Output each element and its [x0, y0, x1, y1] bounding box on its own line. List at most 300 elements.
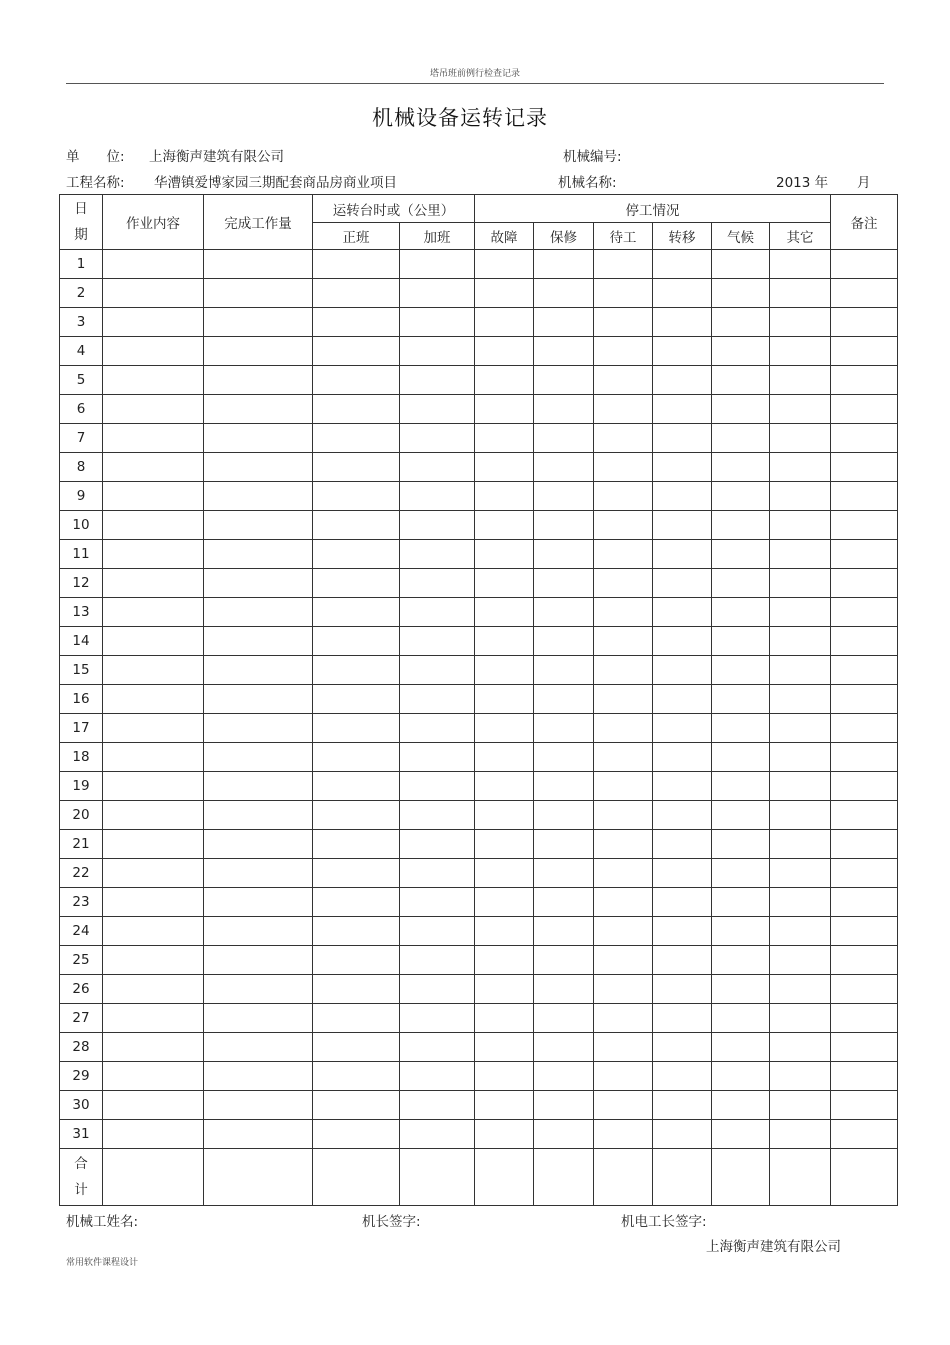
table-cell[interactable] [712, 714, 770, 743]
table-cell[interactable] [653, 1091, 712, 1120]
table-cell[interactable] [400, 859, 475, 888]
table-cell[interactable] [400, 366, 475, 395]
table-cell[interactable] [831, 308, 898, 337]
table-cell[interactable] [204, 627, 313, 656]
table-cell[interactable] [712, 250, 770, 279]
table-cell[interactable] [475, 366, 534, 395]
table-cell[interactable] [712, 424, 770, 453]
table-cell[interactable] [103, 598, 204, 627]
table-cell[interactable] [313, 598, 400, 627]
table-cell[interactable] [712, 656, 770, 685]
table-cell[interactable] [204, 569, 313, 598]
table-cell[interactable] [594, 511, 653, 540]
table-cell[interactable] [594, 656, 653, 685]
table-cell[interactable] [400, 888, 475, 917]
table-cell[interactable] [475, 1004, 534, 1033]
table-cell[interactable] [313, 337, 400, 366]
table-cell[interactable] [400, 801, 475, 830]
table-cell[interactable] [712, 830, 770, 859]
table-cell[interactable] [534, 1062, 594, 1091]
table-cell[interactable] [400, 308, 475, 337]
table-cell[interactable] [475, 946, 534, 975]
table-cell[interactable] [653, 627, 712, 656]
table-cell[interactable] [770, 395, 831, 424]
table-cell[interactable] [831, 482, 898, 511]
table-cell[interactable] [712, 337, 770, 366]
table-cell[interactable] [313, 1120, 400, 1149]
table-cell[interactable] [594, 1062, 653, 1091]
table-cell[interactable] [653, 453, 712, 482]
table-cell[interactable] [313, 627, 400, 656]
table-cell[interactable] [770, 859, 831, 888]
table-cell[interactable] [594, 627, 653, 656]
table-cell[interactable] [534, 1091, 594, 1120]
table-cell[interactable] [594, 569, 653, 598]
table-cell[interactable] [653, 772, 712, 801]
table-cell[interactable] [313, 482, 400, 511]
table-cell[interactable] [204, 366, 313, 395]
table-cell[interactable] [831, 1120, 898, 1149]
table-cell[interactable] [770, 1033, 831, 1062]
table-cell[interactable] [653, 1033, 712, 1062]
table-cell[interactable] [313, 772, 400, 801]
table-cell[interactable] [712, 482, 770, 511]
table-cell[interactable] [594, 1091, 653, 1120]
table-cell[interactable] [400, 743, 475, 772]
table-cell[interactable] [712, 888, 770, 917]
table-cell[interactable] [653, 540, 712, 569]
table-cell[interactable] [204, 308, 313, 337]
table-cell[interactable] [313, 366, 400, 395]
table-cell[interactable] [653, 743, 712, 772]
table-cell[interactable] [770, 540, 831, 569]
table-cell[interactable] [831, 1062, 898, 1091]
total-cell[interactable] [712, 1149, 770, 1206]
table-cell[interactable] [770, 743, 831, 772]
table-cell[interactable] [313, 743, 400, 772]
table-cell[interactable] [831, 917, 898, 946]
table-cell[interactable] [400, 627, 475, 656]
table-cell[interactable] [653, 337, 712, 366]
table-cell[interactable] [594, 453, 653, 482]
table-cell[interactable] [204, 772, 313, 801]
table-cell[interactable] [831, 1004, 898, 1033]
table-cell[interactable] [594, 859, 653, 888]
table-cell[interactable] [475, 1033, 534, 1062]
table-cell[interactable] [594, 279, 653, 308]
table-cell[interactable] [770, 482, 831, 511]
table-cell[interactable] [770, 598, 831, 627]
table-cell[interactable] [400, 946, 475, 975]
table-cell[interactable] [204, 482, 313, 511]
table-cell[interactable] [534, 1033, 594, 1062]
table-cell[interactable] [475, 830, 534, 859]
table-cell[interactable] [400, 279, 475, 308]
table-cell[interactable] [204, 424, 313, 453]
table-cell[interactable] [103, 627, 204, 656]
table-cell[interactable] [653, 395, 712, 424]
table-cell[interactable] [770, 511, 831, 540]
table-cell[interactable] [204, 598, 313, 627]
table-cell[interactable] [103, 917, 204, 946]
table-cell[interactable] [400, 1033, 475, 1062]
table-cell[interactable] [475, 714, 534, 743]
table-cell[interactable] [103, 395, 204, 424]
table-cell[interactable] [313, 540, 400, 569]
table-cell[interactable] [534, 337, 594, 366]
table-cell[interactable] [475, 859, 534, 888]
table-cell[interactable] [653, 308, 712, 337]
table-cell[interactable] [475, 598, 534, 627]
table-cell[interactable] [712, 946, 770, 975]
table-cell[interactable] [534, 250, 594, 279]
table-cell[interactable] [204, 1091, 313, 1120]
table-cell[interactable] [204, 743, 313, 772]
table-cell[interactable] [712, 366, 770, 395]
table-cell[interactable] [712, 395, 770, 424]
table-cell[interactable] [653, 279, 712, 308]
table-cell[interactable] [770, 830, 831, 859]
table-cell[interactable] [594, 424, 653, 453]
table-cell[interactable] [103, 308, 204, 337]
table-cell[interactable] [400, 1120, 475, 1149]
table-cell[interactable] [770, 801, 831, 830]
table-cell[interactable] [653, 569, 712, 598]
table-cell[interactable] [712, 279, 770, 308]
table-cell[interactable] [400, 917, 475, 946]
table-cell[interactable] [475, 685, 534, 714]
table-cell[interactable] [831, 279, 898, 308]
table-cell[interactable] [103, 772, 204, 801]
table-cell[interactable] [594, 801, 653, 830]
table-cell[interactable] [204, 337, 313, 366]
total-cell[interactable] [653, 1149, 712, 1206]
table-cell[interactable] [831, 743, 898, 772]
table-cell[interactable] [653, 888, 712, 917]
table-cell[interactable] [103, 830, 204, 859]
table-cell[interactable] [594, 830, 653, 859]
table-cell[interactable] [313, 1091, 400, 1120]
table-cell[interactable] [204, 1062, 313, 1091]
total-cell[interactable] [770, 1149, 831, 1206]
table-cell[interactable] [475, 1062, 534, 1091]
table-cell[interactable] [831, 888, 898, 917]
table-cell[interactable] [103, 1033, 204, 1062]
table-cell[interactable] [204, 1120, 313, 1149]
table-cell[interactable] [103, 1062, 204, 1091]
table-cell[interactable] [831, 946, 898, 975]
table-cell[interactable] [313, 975, 400, 1004]
table-cell[interactable] [313, 859, 400, 888]
table-cell[interactable] [103, 859, 204, 888]
table-cell[interactable] [475, 888, 534, 917]
table-cell[interactable] [400, 772, 475, 801]
table-cell[interactable] [594, 714, 653, 743]
table-cell[interactable] [204, 975, 313, 1004]
total-cell[interactable] [831, 1149, 898, 1206]
table-cell[interactable] [594, 1033, 653, 1062]
table-cell[interactable] [103, 743, 204, 772]
table-cell[interactable] [103, 888, 204, 917]
table-cell[interactable] [831, 395, 898, 424]
table-cell[interactable] [770, 627, 831, 656]
table-cell[interactable] [204, 888, 313, 917]
table-cell[interactable] [400, 598, 475, 627]
table-cell[interactable] [475, 279, 534, 308]
table-cell[interactable] [534, 859, 594, 888]
table-cell[interactable] [313, 656, 400, 685]
table-cell[interactable] [204, 685, 313, 714]
table-cell[interactable] [712, 975, 770, 1004]
table-cell[interactable] [103, 1004, 204, 1033]
table-cell[interactable] [534, 279, 594, 308]
table-cell[interactable] [831, 453, 898, 482]
table-cell[interactable] [770, 917, 831, 946]
table-cell[interactable] [534, 395, 594, 424]
table-cell[interactable] [534, 656, 594, 685]
table-cell[interactable] [313, 1004, 400, 1033]
table-cell[interactable] [103, 1120, 204, 1149]
table-cell[interactable] [653, 424, 712, 453]
table-cell[interactable] [313, 685, 400, 714]
table-cell[interactable] [534, 1004, 594, 1033]
table-cell[interactable] [712, 743, 770, 772]
total-cell[interactable] [204, 1149, 313, 1206]
table-cell[interactable] [313, 395, 400, 424]
table-cell[interactable] [475, 569, 534, 598]
table-cell[interactable] [313, 1033, 400, 1062]
table-cell[interactable] [770, 1091, 831, 1120]
table-cell[interactable] [103, 540, 204, 569]
table-cell[interactable] [712, 627, 770, 656]
table-cell[interactable] [594, 685, 653, 714]
total-cell[interactable] [534, 1149, 594, 1206]
table-cell[interactable] [204, 395, 313, 424]
table-cell[interactable] [475, 656, 534, 685]
table-cell[interactable] [534, 917, 594, 946]
table-cell[interactable] [313, 830, 400, 859]
table-cell[interactable] [653, 975, 712, 1004]
table-cell[interactable] [594, 1004, 653, 1033]
table-cell[interactable] [475, 1120, 534, 1149]
table-cell[interactable] [770, 888, 831, 917]
table-cell[interactable] [400, 656, 475, 685]
table-cell[interactable] [204, 946, 313, 975]
table-cell[interactable] [712, 1120, 770, 1149]
table-cell[interactable] [653, 598, 712, 627]
table-cell[interactable] [712, 569, 770, 598]
table-cell[interactable] [103, 975, 204, 1004]
table-cell[interactable] [475, 424, 534, 453]
table-cell[interactable] [103, 946, 204, 975]
table-cell[interactable] [594, 250, 653, 279]
table-cell[interactable] [103, 366, 204, 395]
table-cell[interactable] [313, 569, 400, 598]
table-cell[interactable] [534, 888, 594, 917]
table-cell[interactable] [534, 424, 594, 453]
table-cell[interactable] [653, 714, 712, 743]
table-cell[interactable] [313, 250, 400, 279]
table-cell[interactable] [103, 714, 204, 743]
table-cell[interactable] [712, 511, 770, 540]
table-cell[interactable] [712, 772, 770, 801]
table-cell[interactable] [770, 308, 831, 337]
table-cell[interactable] [204, 511, 313, 540]
table-cell[interactable] [103, 279, 204, 308]
table-cell[interactable] [770, 1004, 831, 1033]
table-cell[interactable] [770, 656, 831, 685]
table-cell[interactable] [400, 395, 475, 424]
table-cell[interactable] [400, 975, 475, 1004]
total-cell[interactable] [594, 1149, 653, 1206]
table-cell[interactable] [400, 714, 475, 743]
table-cell[interactable] [400, 1004, 475, 1033]
table-cell[interactable] [103, 453, 204, 482]
table-cell[interactable] [831, 250, 898, 279]
table-cell[interactable] [400, 1062, 475, 1091]
table-cell[interactable] [653, 946, 712, 975]
table-cell[interactable] [594, 772, 653, 801]
table-cell[interactable] [534, 714, 594, 743]
table-cell[interactable] [534, 685, 594, 714]
table-cell[interactable] [831, 714, 898, 743]
table-cell[interactable] [534, 366, 594, 395]
table-cell[interactable] [534, 772, 594, 801]
table-cell[interactable] [770, 772, 831, 801]
table-cell[interactable] [712, 859, 770, 888]
table-cell[interactable] [770, 685, 831, 714]
table-cell[interactable] [594, 395, 653, 424]
table-cell[interactable] [534, 975, 594, 1004]
table-cell[interactable] [103, 337, 204, 366]
table-cell[interactable] [831, 975, 898, 1004]
table-cell[interactable] [475, 395, 534, 424]
table-cell[interactable] [594, 946, 653, 975]
table-cell[interactable] [594, 975, 653, 1004]
table-cell[interactable] [103, 656, 204, 685]
table-cell[interactable] [653, 656, 712, 685]
table-cell[interactable] [653, 830, 712, 859]
table-cell[interactable] [475, 250, 534, 279]
table-cell[interactable] [712, 1033, 770, 1062]
table-cell[interactable] [313, 511, 400, 540]
table-cell[interactable] [475, 772, 534, 801]
table-cell[interactable] [204, 859, 313, 888]
table-cell[interactable] [534, 482, 594, 511]
table-cell[interactable] [400, 540, 475, 569]
table-cell[interactable] [770, 366, 831, 395]
table-cell[interactable] [313, 279, 400, 308]
table-cell[interactable] [770, 1062, 831, 1091]
table-cell[interactable] [475, 1091, 534, 1120]
table-cell[interactable] [712, 917, 770, 946]
table-cell[interactable] [313, 308, 400, 337]
table-cell[interactable] [204, 801, 313, 830]
table-cell[interactable] [400, 830, 475, 859]
table-cell[interactable] [534, 743, 594, 772]
table-cell[interactable] [475, 975, 534, 1004]
table-cell[interactable] [594, 308, 653, 337]
table-cell[interactable] [204, 656, 313, 685]
table-cell[interactable] [534, 946, 594, 975]
table-cell[interactable] [770, 1120, 831, 1149]
table-cell[interactable] [770, 250, 831, 279]
table-cell[interactable] [594, 917, 653, 946]
table-cell[interactable] [400, 685, 475, 714]
table-cell[interactable] [594, 1120, 653, 1149]
table-cell[interactable] [400, 424, 475, 453]
table-cell[interactable] [204, 279, 313, 308]
table-cell[interactable] [534, 569, 594, 598]
table-cell[interactable] [204, 250, 313, 279]
table-cell[interactable] [475, 801, 534, 830]
table-cell[interactable] [103, 685, 204, 714]
table-cell[interactable] [400, 453, 475, 482]
table-cell[interactable] [594, 337, 653, 366]
table-cell[interactable] [594, 366, 653, 395]
table-cell[interactable] [831, 830, 898, 859]
table-cell[interactable] [831, 337, 898, 366]
table-cell[interactable] [770, 453, 831, 482]
table-cell[interactable] [653, 482, 712, 511]
table-cell[interactable] [534, 308, 594, 337]
table-cell[interactable] [475, 482, 534, 511]
table-cell[interactable] [831, 627, 898, 656]
table-cell[interactable] [204, 830, 313, 859]
table-cell[interactable] [204, 1033, 313, 1062]
table-cell[interactable] [475, 743, 534, 772]
table-cell[interactable] [475, 511, 534, 540]
table-cell[interactable] [831, 424, 898, 453]
table-cell[interactable] [400, 569, 475, 598]
table-cell[interactable] [103, 424, 204, 453]
table-cell[interactable] [400, 337, 475, 366]
table-cell[interactable] [204, 714, 313, 743]
table-cell[interactable] [770, 714, 831, 743]
table-cell[interactable] [712, 540, 770, 569]
table-cell[interactable] [204, 1004, 313, 1033]
table-cell[interactable] [475, 540, 534, 569]
table-cell[interactable] [475, 917, 534, 946]
table-cell[interactable] [534, 1120, 594, 1149]
table-cell[interactable] [712, 1004, 770, 1033]
table-cell[interactable] [204, 917, 313, 946]
table-cell[interactable] [594, 598, 653, 627]
table-cell[interactable] [653, 250, 712, 279]
table-cell[interactable] [313, 453, 400, 482]
table-cell[interactable] [594, 888, 653, 917]
table-cell[interactable] [770, 424, 831, 453]
table-cell[interactable] [653, 1004, 712, 1033]
table-cell[interactable] [103, 482, 204, 511]
table-cell[interactable] [831, 772, 898, 801]
table-cell[interactable] [770, 279, 831, 308]
table-cell[interactable] [831, 859, 898, 888]
table-cell[interactable] [712, 453, 770, 482]
total-cell[interactable] [475, 1149, 534, 1206]
table-cell[interactable] [400, 482, 475, 511]
table-cell[interactable] [400, 511, 475, 540]
table-cell[interactable] [313, 888, 400, 917]
table-cell[interactable] [103, 569, 204, 598]
table-cell[interactable] [831, 685, 898, 714]
table-cell[interactable] [313, 801, 400, 830]
table-cell[interactable] [831, 598, 898, 627]
table-cell[interactable] [712, 1091, 770, 1120]
table-cell[interactable] [712, 801, 770, 830]
table-cell[interactable] [712, 308, 770, 337]
table-cell[interactable] [103, 250, 204, 279]
